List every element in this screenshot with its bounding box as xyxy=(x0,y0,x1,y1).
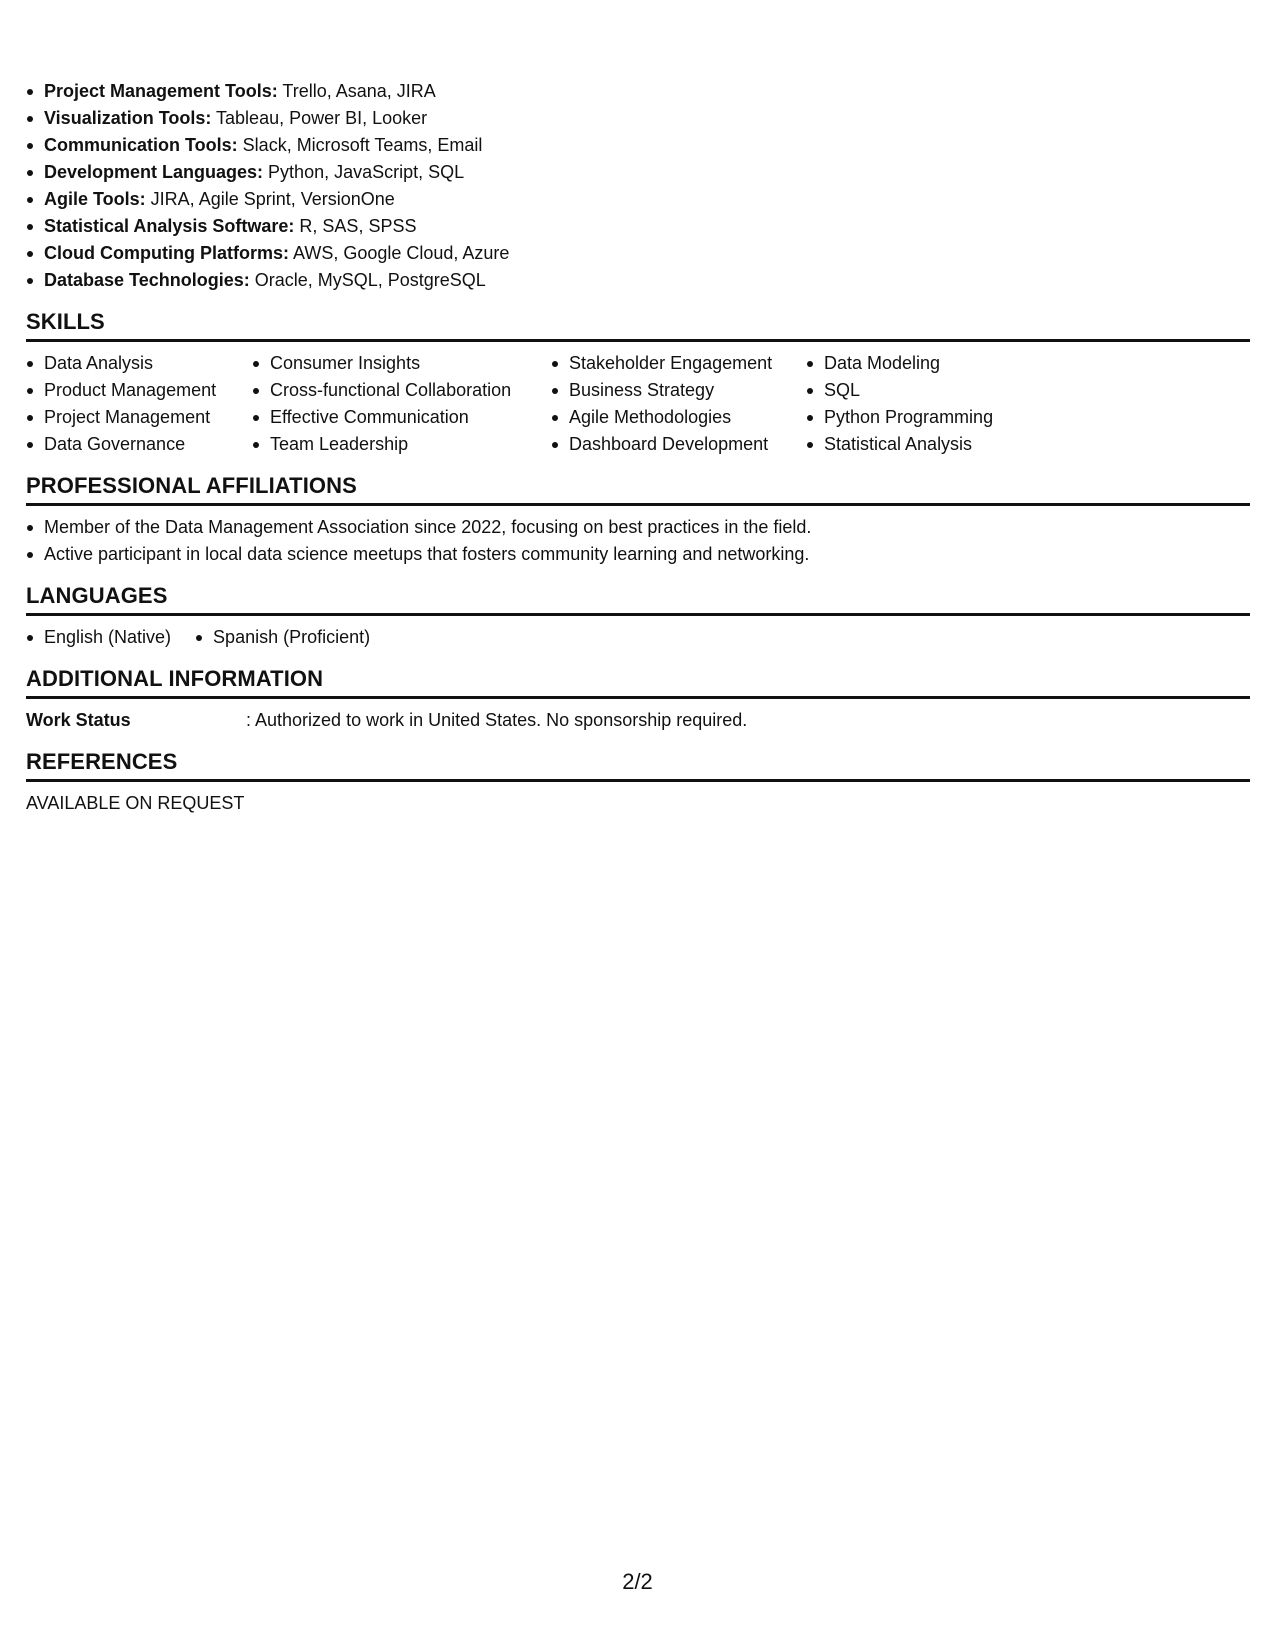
resume-page xyxy=(26,78,1250,817)
skill-item: Project Management xyxy=(26,404,252,431)
skills-column xyxy=(551,350,806,458)
tool-category: Database Technologies: xyxy=(44,270,250,290)
tool-values: Oracle, MySQL, PostgreSQL xyxy=(249,270,486,290)
tool-values: JIRA, Agile Sprint, VersionOne xyxy=(145,189,395,209)
list-item xyxy=(26,132,1250,159)
list-item xyxy=(26,186,1250,213)
language-item: Spanish (Proficient) xyxy=(195,624,370,651)
list-item xyxy=(26,78,1250,105)
tool-category: Visualization Tools: xyxy=(44,108,212,128)
tool-category: Development Languages: xyxy=(44,162,264,182)
list-item xyxy=(26,213,1250,240)
skills-column xyxy=(252,350,551,458)
skill-item: Data Governance xyxy=(26,431,252,458)
tool-category: Statistical Analysis Software: xyxy=(44,216,295,236)
affiliation-item: Active participant in local data science meetups that fosters community learning and networking. xyxy=(26,541,1250,568)
work-status-row xyxy=(26,707,1250,734)
skill-item: Cross-functional Collaboration xyxy=(252,377,551,404)
skill-item: Dashboard Development xyxy=(551,431,806,458)
tool-values: AWS, Google Cloud, Azure xyxy=(288,243,510,263)
skill-item: Effective Communication xyxy=(252,404,551,431)
tool-values: Tableau, Power BI, Looker xyxy=(211,108,428,128)
section-heading: SKILLS xyxy=(26,309,1250,342)
skill-item: SQL xyxy=(806,377,1066,404)
tool-values: Python, JavaScript, SQL xyxy=(263,162,465,182)
section-heading: PROFESSIONAL AFFILIATIONS xyxy=(26,473,1250,506)
affiliation-item: Member of the Data Management Association since 2022, focusing on best practices in the field. xyxy=(26,514,1250,541)
tool-values: Slack, Microsoft Teams, Email xyxy=(237,135,483,155)
skill-item: Data Modeling xyxy=(806,350,1066,377)
skill-item: Consumer Insights xyxy=(252,350,551,377)
affiliations-list xyxy=(26,514,1250,568)
section-heading: REFERENCES xyxy=(26,749,1250,782)
work-status-value: : Authorized to work in United States. No sponsorship required. xyxy=(246,710,748,730)
list-item xyxy=(26,159,1250,186)
skills-section xyxy=(26,309,1250,458)
tool-category: Project Management Tools: xyxy=(44,81,278,101)
list-item xyxy=(26,240,1250,267)
skill-item: Business Strategy xyxy=(551,377,806,404)
tool-values: R, SAS, SPSS xyxy=(294,216,417,236)
skill-item: Python Programming xyxy=(806,404,1066,431)
languages-list xyxy=(26,624,1250,651)
tool-values: Trello, Asana, JIRA xyxy=(277,81,436,101)
language-item: English (Native) xyxy=(26,624,171,651)
skill-item: Data Analysis xyxy=(26,350,252,377)
references-text: AVAILABLE ON REQUEST xyxy=(26,793,245,813)
skills-column xyxy=(26,350,252,458)
skills-grid xyxy=(26,350,1250,458)
section-heading: ADDITIONAL INFORMATION xyxy=(26,666,1250,699)
tool-category: Agile Tools: xyxy=(44,189,146,209)
skills-column xyxy=(806,350,1066,458)
tools-list xyxy=(26,78,1250,294)
skill-item: Stakeholder Engagement xyxy=(551,350,806,377)
list-item xyxy=(26,105,1250,132)
tool-category: Cloud Computing Platforms: xyxy=(44,243,289,263)
tool-category: Communication Tools: xyxy=(44,135,238,155)
skill-item: Agile Methodologies xyxy=(551,404,806,431)
work-status-label: Work Status xyxy=(26,710,131,730)
affiliations-section xyxy=(26,473,1250,568)
skill-item: Statistical Analysis xyxy=(806,431,1066,458)
list-item xyxy=(26,267,1250,294)
additional-info-section xyxy=(26,666,1250,734)
skill-item: Team Leadership xyxy=(252,431,551,458)
skill-item: Product Management xyxy=(26,377,252,404)
page-number: 2/2 xyxy=(622,1569,653,1594)
section-heading: LANGUAGES xyxy=(26,583,1250,616)
references-section xyxy=(26,749,1250,817)
languages-section xyxy=(26,583,1250,651)
